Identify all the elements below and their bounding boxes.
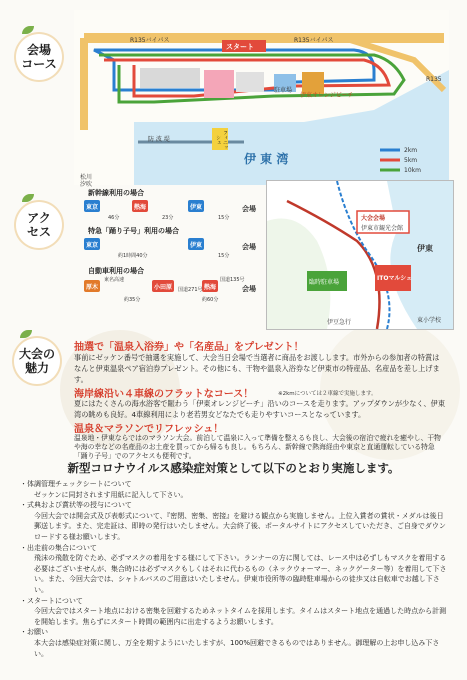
car-time-1: 約35分	[124, 297, 141, 303]
covid-item-2-head: ・式典および賞状等の授与について	[20, 501, 132, 510]
charm-body-2: 夏にはたくさんの海水浴客で賑わう「伊東オレンジビーチ」沿いのコースを走ります。アップダウンが少なく、伊東湾の眺めも良好。4車線利用により老若男女どなたでも走りやすいコースとなっています。	[74, 399, 446, 419]
odoriko-time-2: 15分	[218, 253, 230, 259]
venue-title: 大会会場	[361, 215, 386, 222]
finish-label: フィニッシュ	[215, 130, 228, 150]
section-title-course: 会場 コース	[14, 32, 64, 82]
car-atami: 熱海	[202, 280, 218, 292]
charm-heading-2-note: ※2kmについては２車線で実施します。	[278, 391, 377, 397]
shinkansen-time-3: 15分	[218, 215, 230, 221]
covid-list	[20, 479, 450, 659]
r135-label: R135	[426, 76, 442, 83]
access-map-graphic	[267, 181, 453, 329]
venue-label: 会場	[242, 205, 256, 213]
covid-item-4-body: 今回大会ではスタート地点における密集を回避するためネットタイムを採用します。タイムはスタート地点を通過した時点から計測を開始します。焦らずにスタート時間の範囲内に出走するようお願いします。	[34, 607, 447, 626]
car-title: 自動車利用の場合	[88, 267, 144, 275]
covid-item-1-body: ゼッケンに同封されます用紙に記入して下さい。	[34, 490, 188, 499]
temp-parking-label: 臨時駐車場	[309, 279, 340, 286]
covid-title: 新型コロナウイルス感染症対策として以下のとおり実施します。	[67, 461, 400, 475]
leaf-icon	[22, 194, 34, 202]
covid-item-4-head: ・スタートについて	[20, 596, 83, 605]
car-atsugi: 厚木	[84, 280, 100, 292]
legend-5km: 5km	[404, 157, 418, 164]
seawall-label: 防 波 堤	[148, 136, 170, 143]
river-label: 松川	[80, 174, 93, 181]
car-road-1: 東名高速	[104, 277, 125, 283]
orange-beach-label: 伊東オレンジビーチ	[300, 92, 354, 99]
kawana-label: 東小学校	[417, 317, 442, 324]
legend-2km: 2km	[404, 147, 418, 154]
legend-10km: 10km	[404, 167, 421, 174]
car-time-2: 約60分	[202, 297, 219, 303]
station-tokyo-2: 東京	[84, 238, 100, 250]
covid-item-2-body: 今回大会では開会式及び表彰式について、『密閉、密集、密接』を避ける観点から実施しません。上位入賞者の賞状・メダルは後日郵送します。また、完走証は、即時の発行はいたしません。大会終了後、ポータルサイトにアクセスしていただき、ご自身でダウンロードする様お願いします。	[34, 511, 446, 541]
access-section	[74, 186, 264, 336]
covid-item-3-body: 飛沫の飛散を防ぐため、必ずマスクの着用をする様にして下さい。ランナーの方に関しては、レース中は必ずしもマスクを着用する必要はございませんが、集合時には必ずマスクもしくはそれに代わるもの（ネックウォーマー、ネックゲーター等）を着用して下さい。また、今回大会では、シャトルバスのご用意はいたしません。伊東市役所等の臨時駐車場からの徒歩又は自転車でお越し下さい。	[34, 554, 447, 594]
shinkansen-title: 新幹線利用の場合	[88, 189, 144, 197]
ito-label: 伊東	[417, 244, 433, 253]
station-ito-2: 伊東	[188, 238, 204, 250]
covid-item-3-head: ・出走前の集合について	[20, 543, 97, 552]
leaf-icon	[22, 26, 34, 34]
covid-item-5-head: ・お願い	[20, 628, 48, 637]
station-atami: 熱海	[132, 200, 148, 212]
bay-label: 伊 東 湾	[244, 152, 289, 166]
start-label: スタート	[226, 43, 254, 51]
charm-heading-2: 海岸線沿い４車線のフラットなコース！	[74, 389, 254, 400]
car-road-3: 国道135号	[220, 277, 245, 283]
river-label-2: 汐吹	[80, 181, 93, 188]
charm-body-3: 温泉地・伊東ならではのマラソン大会。前泊して温泉に入って準備を整えるも良し、大会後の宿泊で疲れを癒やし、干物や海の幸などの名産品のお土産を買ってから帰るも良し。もちろん、新幹線で熱海経由や東京と直通運転している特急「踊り子号」でのアクセスも便利です。	[74, 434, 441, 460]
venue-note: 伊東市観光会館	[361, 225, 404, 232]
charm-heading-3: 温泉＆マラソンでリフレッシュ！	[74, 424, 224, 435]
access-map	[266, 180, 454, 330]
venue-label-2: 会場	[242, 243, 256, 251]
charm-heading-1: 抽選で「温泉入浴券」や「名産品」をプレゼント！	[74, 342, 304, 353]
odoriko-title: 特急「踊り子号」利用の場合	[88, 227, 179, 235]
covid-item-5-body: 本大会は感染症対策に関し、万全を期すようにいたしますが、100%回避できるものではありません。御理解の上お申し込み下さい。	[34, 638, 440, 658]
bypass-label-left: R135バイパス	[130, 37, 170, 44]
shinkansen-time-2: 23分	[162, 215, 174, 221]
bypass-label-right: R135バイパス	[294, 37, 334, 44]
car-road-2: 国道271号	[178, 287, 203, 293]
ito-marche-label: ITOマルシェ	[377, 275, 413, 282]
izu-kyuko-label: 伊豆急行	[327, 319, 352, 326]
charm-body-1: 事前にゼッケン番号で抽選を実施して、大会当日会場で当選者に商品をお渡しします。市外からの参加者の特賞はなんと伊東温泉ペア宿泊券プレゼント。その他にも、干物や温泉入浴券など伊東市の特産品、名産品を差し上げます。	[74, 353, 440, 384]
station-ito: 伊東	[188, 200, 204, 212]
course-map	[74, 10, 449, 188]
covid-item-1-head: ・体調管理チェックシートについて	[20, 480, 132, 488]
section-title-access: アク セス	[14, 200, 64, 250]
station-tokyo: 東京	[84, 200, 100, 212]
venue-label-3: 会場	[242, 285, 256, 293]
car-odawara: 小田原	[152, 280, 174, 292]
section-title-charm: 大会の 魅力	[12, 336, 62, 386]
leaf-icon	[20, 330, 32, 338]
odoriko-time: 約1時間40分	[118, 253, 148, 259]
shinkansen-time-1: 46分	[108, 215, 120, 221]
parking-label: 駐車場	[274, 87, 293, 94]
